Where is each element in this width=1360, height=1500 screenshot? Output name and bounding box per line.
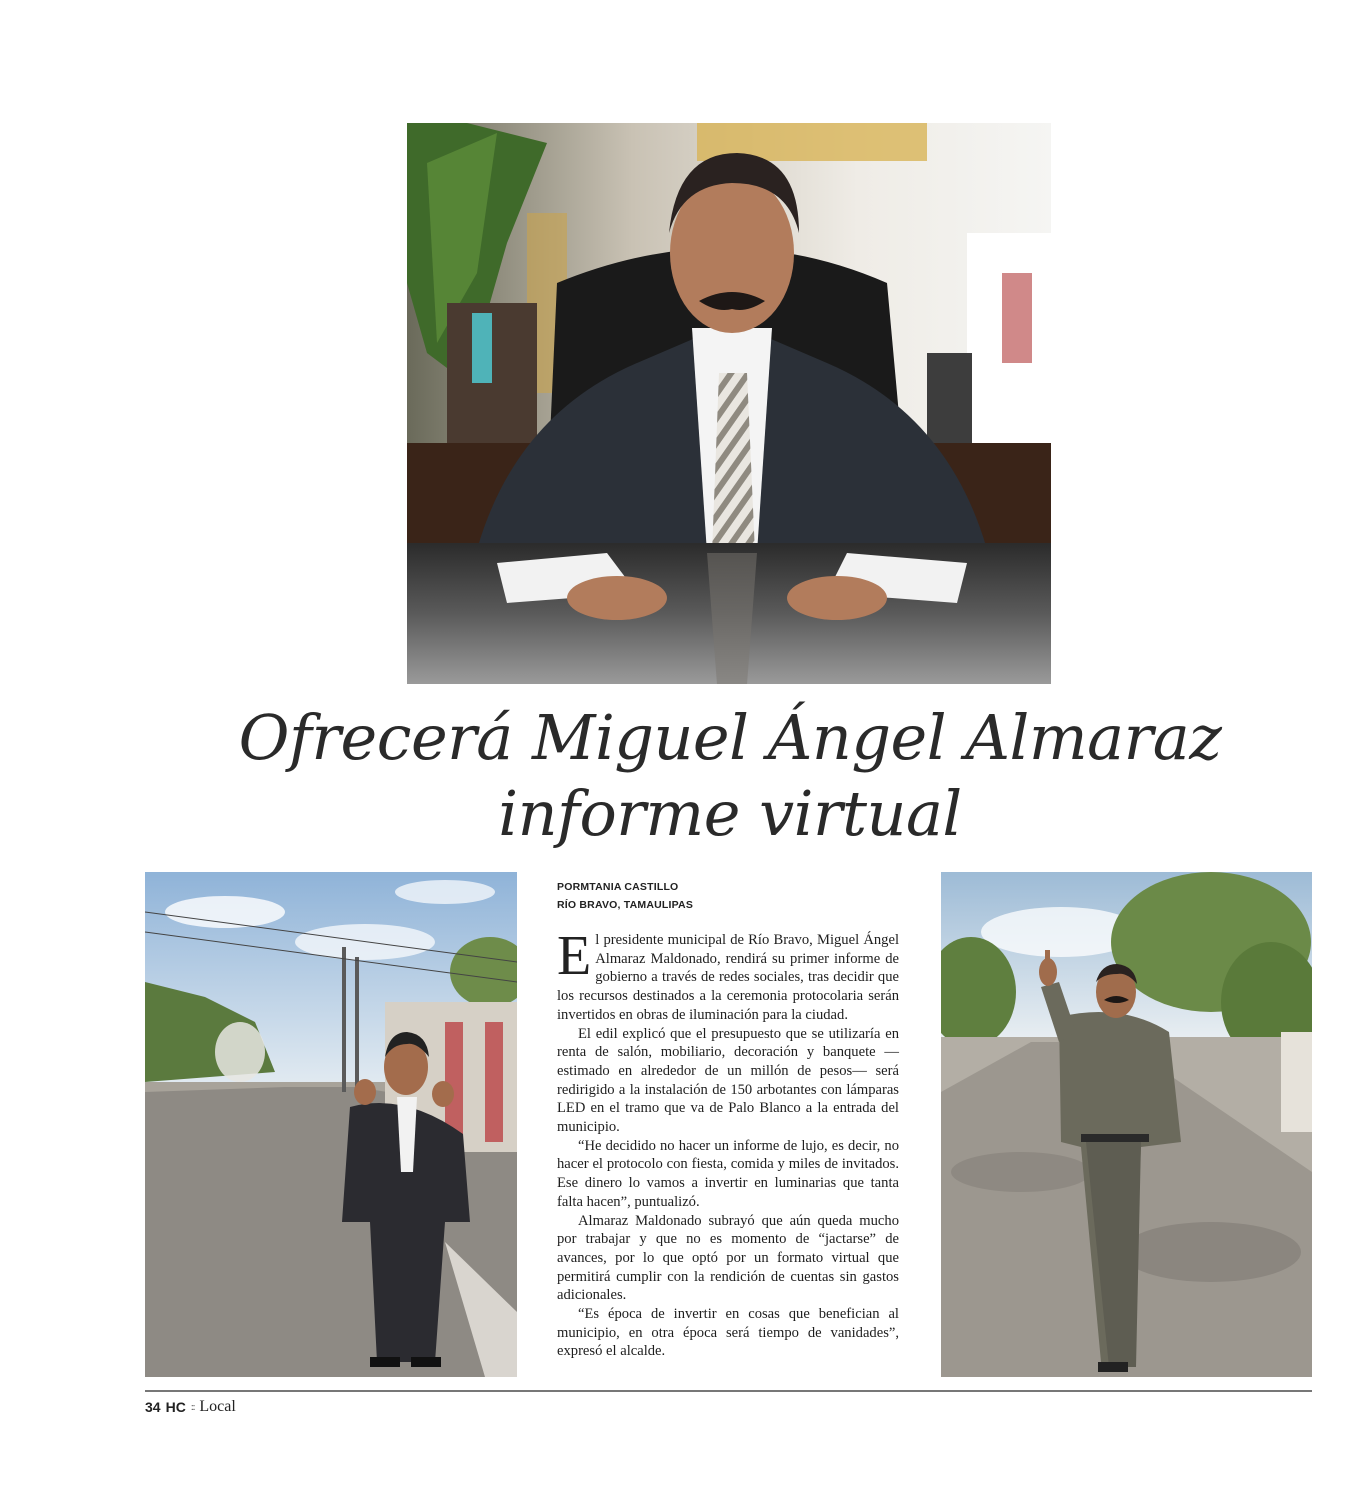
article-paragraph: Almaraz Maldonado subrayó que aún queda mucho por trabajar y que no es momento de “jactarse” de avances, por lo que optó por un formato virtual que permitirá cumplir con la rendición de cuentas sin gastos adicionales. [557, 1212, 899, 1304]
publication-name: HC [165, 1399, 186, 1415]
byline-location: RÍO BRAVO, TAMAULIPAS [557, 899, 694, 911]
headline-line-1: Ofrecerá Miguel Ángel Almaraz [238, 701, 1222, 774]
section-name: Local [199, 1398, 236, 1415]
hero-photo [407, 123, 1051, 684]
headline [230, 700, 1230, 852]
left-photo [145, 872, 517, 1377]
byline-author: PORMTANIA CASTILLO [557, 881, 679, 893]
article-paragraph: “He decidido no hacer un informe de lujo, es decir, no hacer el protocolo con fiesta, comida y miles de invitados. Ese dinero lo vamos a invertir en luminarias que tanta falta hacen”, puntualizó. [557, 1137, 899, 1210]
page-number: 34 [145, 1399, 161, 1415]
article-paragraph: “Es época de invertir en cosas que benefician al municipio, en otra época será tiempo de vanidades”, expresó el alcalde. [557, 1306, 899, 1360]
article-paragraph: El presidente municipal de Río Bravo, Miguel Ángel Almaraz Maldonado, rendirá su primer informe de gobierno a través de redes sociales, tras decidir que los recursos destinados a la ceremonia protocolaria serán invertidos en obras de iluminación para la ciudad. [557, 925, 899, 1023]
article-body [557, 925, 899, 1361]
headline-line-2: informe virtual [498, 777, 962, 850]
page-footer [145, 1398, 236, 1416]
dropcap: E [557, 925, 592, 987]
right-photo [941, 872, 1312, 1377]
footer-rule [145, 1390, 1312, 1392]
byline [557, 878, 897, 914]
article-paragraph: El edil explicó que el presupuesto que se utilizaría en renta de salón, mobiliario, decoración y banquete —estimado en alrededor de un millón de pesos— será redirigido a la instalación de 150 arbotantes con lámparas LED en el tramo que va de Palo Blanco a la entrada del municipio. [557, 1025, 899, 1136]
footer-separator: :: [190, 1401, 195, 1413]
